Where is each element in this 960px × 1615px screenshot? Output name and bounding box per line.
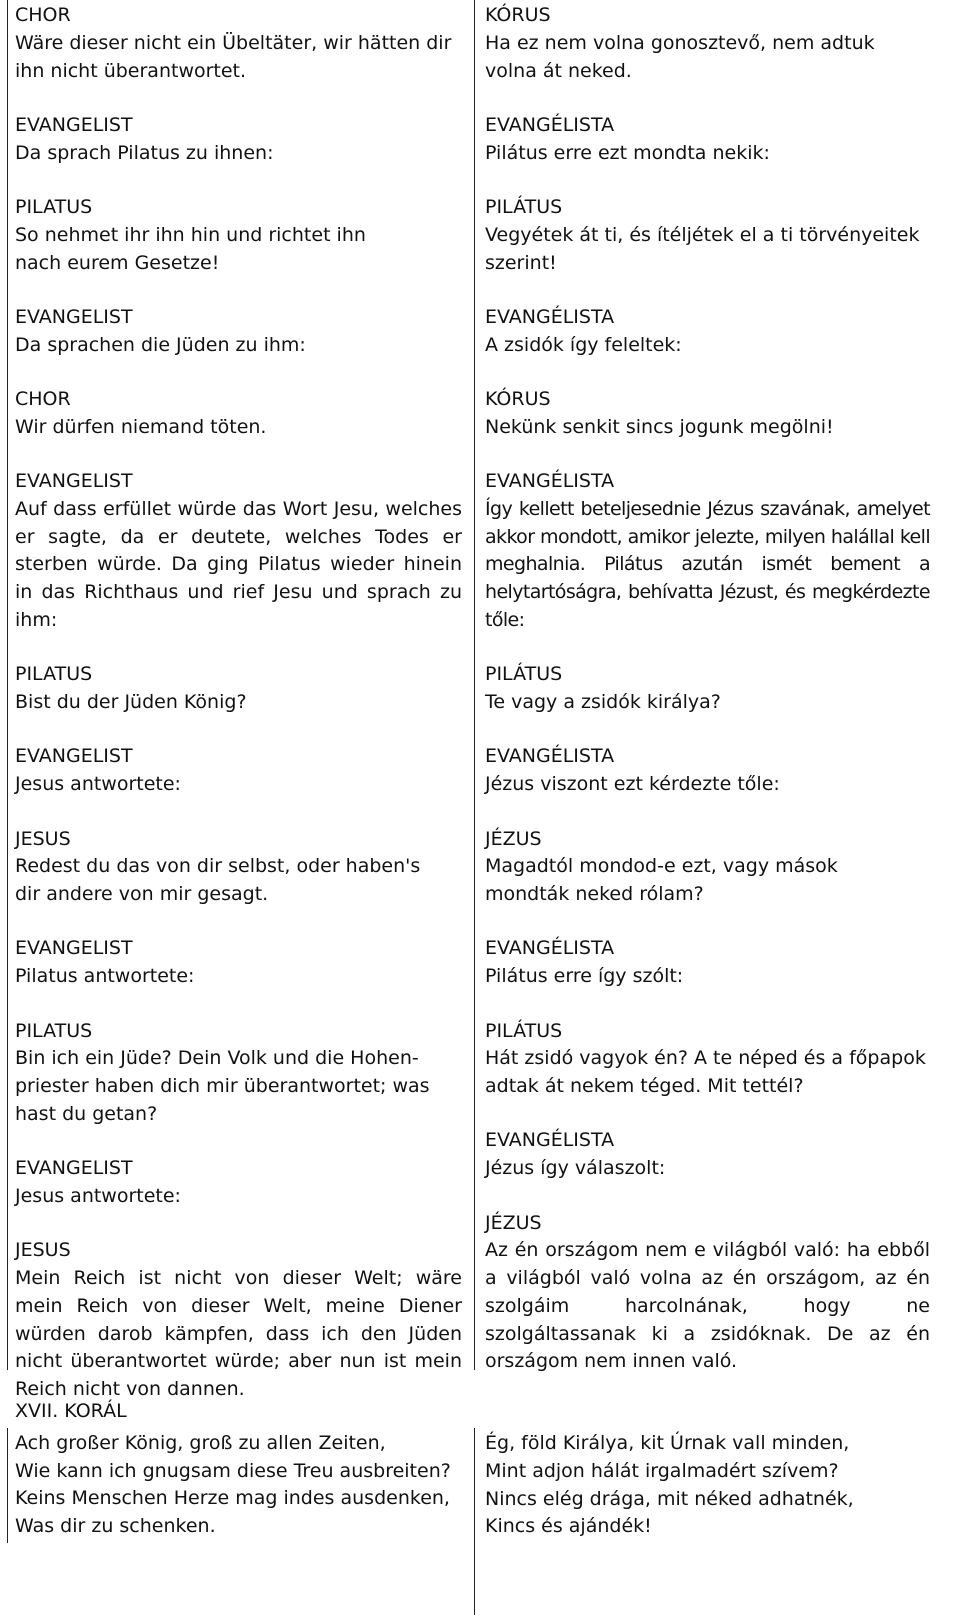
dialogue-block [15, 1155, 462, 1211]
dialogue-text: Hát zsidó vagyok én? A te néped és a főpapok adtak át nekem téged. Mit tettél? [485, 1047, 926, 1098]
dialogue-block [485, 468, 930, 635]
dialogue-block [15, 386, 462, 442]
column-divider-rule [474, 0, 475, 1370]
dialogue-text: Mein Reich ist nicht von dieser Welt; wäre mein Reich von dieser Welt, meine Diener würden darob kämpfen, dass ich den Jüden nicht überantwortet würde; aber nun ist mein Reich nicht von dannen. [15, 1267, 462, 1401]
dialogue-text: Redest du das von dir selbst, oder haben's dir andere von mir gesagt. [15, 855, 421, 906]
chorale-line: Kincs és ajándék! [485, 1515, 652, 1538]
speaker-label: EVANGELIST [15, 470, 133, 493]
chorale-line: Nincs elég drága, mit néked adhatnék, [485, 1487, 854, 1510]
chorale-line: Wie kann ich gnugsam diese Treu ausbreiten? [15, 1459, 451, 1482]
dialogue-text: Vegyétek át ti, és ítéljétek el a ti törvényeitek szerint! [485, 223, 920, 274]
dialogue-block [485, 304, 930, 360]
dialogue-text: Bin ich ein Jüde? Dein Volk und die Hohen-priester haben dich mir überantwortet; was hast du getan? [15, 1047, 430, 1125]
speaker-label: EVANGELIST [15, 113, 133, 136]
chorale-heading: XVII. KORÁL [15, 1400, 127, 1422]
speaker-label: EVANGELIST [15, 1157, 133, 1180]
dialogue-block [15, 1237, 462, 1404]
dialogue-text: Wir dürfen niemand töten. [15, 415, 267, 438]
dialogue-text: Jesus antwortete: [15, 1185, 181, 1207]
dialogue-text: Magadtól mondod-e ezt, vagy mások mondták neked rólam? [485, 855, 838, 906]
speaker-label: EVANGÉLISTA [485, 745, 615, 768]
dialogue-block [15, 661, 462, 717]
dialogue-block [485, 661, 930, 717]
speaker-label: EVANGELIST [15, 937, 133, 960]
dialogue-block [485, 743, 930, 799]
speaker-label: JÉZUS [485, 1211, 542, 1234]
chorale-line: Was dir zu schenken. [15, 1515, 216, 1538]
speaker-label: JESUS [15, 1239, 71, 1262]
dialogue-text: Wäre dieser nicht ein Übeltäter, wir hätten dir ihn nicht überantwortet. [15, 31, 452, 82]
dialogue-block [15, 826, 462, 909]
dialogue-text: So nehmet ihr ihn hin und richtet ihn nach eurem Gesetze! [15, 223, 366, 274]
dialogue-text: Pilátus erre ezt mondta nekik: [485, 141, 770, 164]
dialogue-text: Auf dass erfüllet würde das Wort Jesu, welches er sagte, da er deutete, welches Todes er sterben würde. Da ging Pilatus wieder hinein in das Richthaus und rief Jesu und sprach zu ihm: [15, 497, 462, 632]
speaker-label: PILÁTUS [485, 195, 563, 218]
dialogue-text: Te vagy a zsidók királya? [485, 691, 721, 714]
dialogue-block [485, 935, 930, 991]
chorale-hungarian [485, 1430, 930, 1541]
dialogue-text: Da sprach Pilatus zu ihnen: [15, 141, 274, 164]
speaker-label: KÓRUS [485, 4, 551, 26]
dialogue-block [15, 743, 462, 799]
dialogue-block [15, 304, 462, 360]
hungarian-column [485, 2, 930, 1403]
dialogue-block [15, 194, 462, 277]
dialogue-text: Jézus így válaszolt: [485, 1157, 666, 1180]
speaker-label: EVANGÉLISTA [485, 113, 615, 136]
chorale-german [15, 1398, 462, 1541]
german-column [15, 2, 462, 1431]
speaker-label: CHOR [15, 387, 71, 410]
dialogue-text: Ha ez nem volna gonosztevő, nem adtuk volna át neked. [485, 31, 875, 82]
speaker-label: EVANGELIST [15, 305, 133, 328]
speaker-label: KÓRUS [485, 387, 551, 410]
dialogue-text: Így kellett beteljesednie Jézus szavának, amelyet akkor mondott, amikor jelezte, milyen halállal kell meghalnia. Pilátus azután ismét bement a helytartóságra, behívatta Jézust, és megkérdezte tőle: [485, 497, 930, 632]
chorale-left-rule [7, 1428, 8, 1543]
dialogue-block [485, 1127, 930, 1183]
speaker-label: JESUS [15, 827, 71, 850]
speaker-label: PILATUS [15, 663, 93, 686]
speaker-label: PILÁTUS [485, 663, 563, 686]
speaker-label: EVANGÉLISTA [485, 1129, 615, 1152]
dialogue-block [485, 194, 930, 277]
dialogue-block [15, 468, 462, 635]
dialogue-block [15, 1018, 462, 1129]
dialogue-text: Da sprachen die Jüden zu ihm: [15, 333, 306, 356]
dialogue-block [485, 2, 930, 85]
dialogue-block [485, 1018, 930, 1101]
chorale-line: Mint adjon hálát irgalmadért szívem? [485, 1459, 839, 1482]
dialogue-text: Pilátus erre így szólt: [485, 965, 684, 988]
dialogue-block [485, 1210, 930, 1377]
dialogue-text: Az én országom nem e világból való: ha ebből a világból való volna az én országom, az én szolgáim harcolnának, hogy ne szolgáltassanak ki a zsidóknak. De az én országom nem innen való. [485, 1239, 930, 1373]
dialogue-text: Nekünk senkit sincs jogunk megölni! [485, 415, 834, 438]
dialogue-block [15, 2, 462, 85]
dialogue-text: Jesus antwortete: [15, 773, 181, 796]
chorale-divider-rule [474, 1428, 475, 1615]
left-margin-rule [7, 0, 8, 1370]
dialogue-block [15, 112, 462, 168]
speaker-label: PILATUS [15, 195, 93, 218]
speaker-label: EVANGÉLISTA [485, 937, 615, 960]
dialogue-text: Jézus viszont ezt kérdezte tőle: [485, 773, 780, 796]
chorale-line: Ach großer König, groß zu allen Zeiten, [15, 1431, 386, 1454]
dialogue-block [485, 386, 930, 442]
speaker-label: PILÁTUS [485, 1019, 563, 1042]
dialogue-text: A zsidók így feleltek: [485, 333, 682, 356]
chorale-line: Keins Menschen Herze mag indes ausdenken, [15, 1487, 450, 1510]
speaker-label: PILATUS [15, 1019, 93, 1042]
chorale-line: Ég, föld Királya, kit Úrnak vall minden, [485, 1432, 850, 1454]
dialogue-text: Bist du der Jüden König? [15, 691, 247, 714]
speaker-label: JÉZUS [485, 827, 542, 850]
dialogue-block [15, 935, 462, 991]
dialogue-block [485, 112, 930, 168]
speaker-label: EVANGÉLISTA [485, 305, 615, 328]
dialogue-block [485, 826, 930, 909]
speaker-label: EVANGELIST [15, 745, 133, 768]
speaker-label: EVANGÉLISTA [485, 470, 615, 493]
speaker-label: CHOR [15, 4, 71, 26]
dialogue-text: Pilatus antwortete: [15, 965, 195, 988]
